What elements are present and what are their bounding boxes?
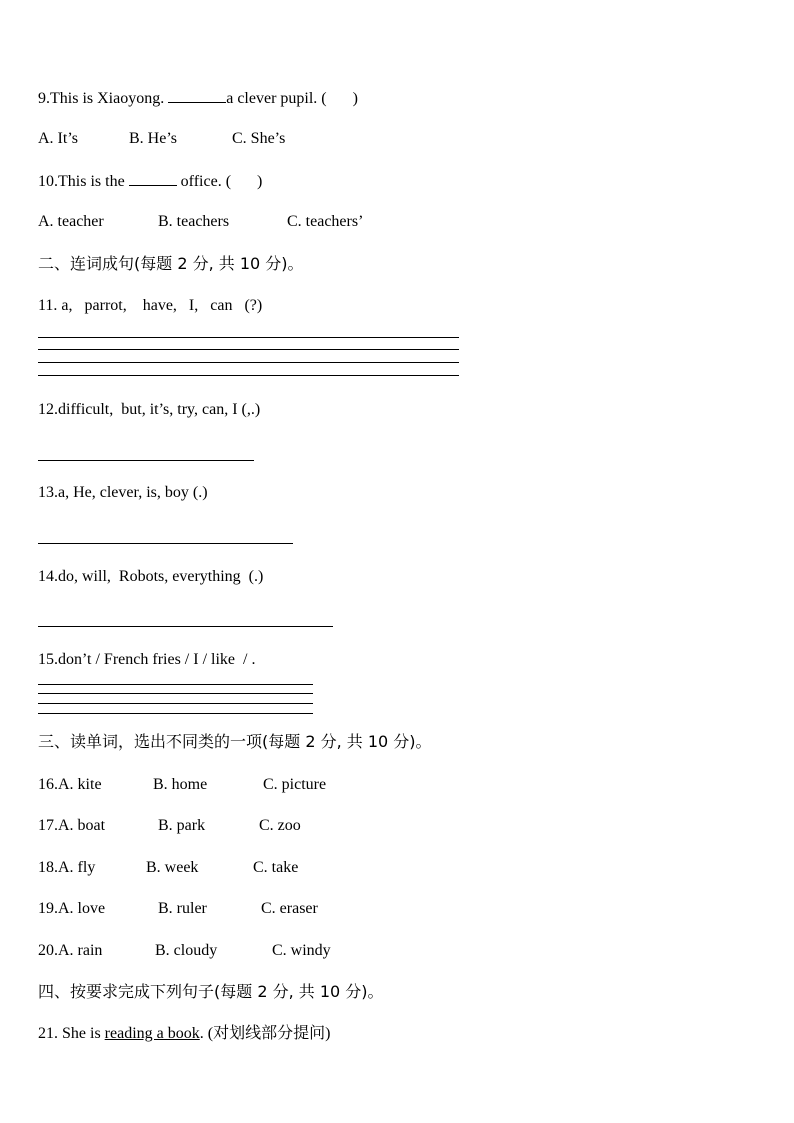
q20-option-a[interactable]: A. rain xyxy=(58,942,103,959)
q11-answer-line-4[interactable] xyxy=(38,375,459,376)
q19-option-b[interactable]: B. ruler xyxy=(158,900,207,917)
question-12: 12.difficult, but, it’s, try, can, I (,.) xyxy=(38,401,261,418)
q16-option-a[interactable]: A. kite xyxy=(58,776,102,793)
question-20 xyxy=(38,941,331,961)
q9-option-c[interactable]: C. She’s xyxy=(232,130,286,147)
q11-answer-line-2[interactable] xyxy=(38,349,459,350)
section-3-title: 三、读单词，选出不同类的一项(每题 2 分, 共 10 分)。 xyxy=(38,732,432,751)
q19-option-c[interactable]: C. eraser xyxy=(261,900,318,917)
q18-number: 18. xyxy=(38,859,58,876)
q18-option-a[interactable]: A. fly xyxy=(58,859,96,876)
q17-number: 17. xyxy=(38,817,58,834)
q11-answer-line-1[interactable] xyxy=(38,337,459,338)
q10-option-b[interactable]: B. teachers xyxy=(158,213,230,230)
q10-text-post: office. xyxy=(180,173,222,190)
q16-number: 16. xyxy=(38,776,58,793)
q11-answer-line-3[interactable] xyxy=(38,362,459,363)
q9-number: 9. xyxy=(38,90,50,107)
question-21 xyxy=(38,1024,330,1044)
question-15: 15.don’t / French fries / I / like / . xyxy=(38,651,256,668)
q20-option-c[interactable]: C. windy xyxy=(272,942,331,959)
q21-text-post: . (对划线部分提问) xyxy=(199,1025,331,1042)
question-18 xyxy=(38,858,298,878)
q10-paren-close: ) xyxy=(257,173,263,190)
section-2-title: 二、连词成句(每题 2 分, 共 10 分)。 xyxy=(38,254,304,273)
q19-option-a[interactable]: A. love xyxy=(58,900,106,917)
question-11: 11. a, parrot, have, I, can (?) xyxy=(38,297,263,314)
q9-paren-open: ( xyxy=(321,90,327,107)
q10-option-c[interactable]: C. teachers’ xyxy=(287,213,364,230)
question-13: 13.a, He, clever, is, boy (.) xyxy=(38,484,208,501)
question-16 xyxy=(38,775,326,795)
q9-option-b[interactable]: B. He’s xyxy=(129,130,177,147)
q10-paren-open: ( xyxy=(225,173,232,190)
q15-answer-line-3[interactable] xyxy=(38,703,313,704)
q16-option-b[interactable]: B. home xyxy=(153,776,208,793)
question-9 xyxy=(38,88,358,109)
q16-option-c[interactable]: C. picture xyxy=(263,776,327,793)
q20-number: 20. xyxy=(38,942,58,959)
q10-options xyxy=(38,212,363,232)
q9-text-pre: This is Xiaoyong. xyxy=(50,90,165,107)
q17-option-c[interactable]: C. zoo xyxy=(259,817,301,834)
q15-answer-line-4[interactable] xyxy=(38,713,313,714)
q21-text-pre: She is xyxy=(58,1025,105,1042)
q13-answer-line[interactable] xyxy=(38,543,293,544)
question-17 xyxy=(38,816,301,836)
question-19 xyxy=(38,899,318,919)
q9-option-a[interactable]: A. It’s xyxy=(38,130,78,147)
q10-blank[interactable] xyxy=(129,171,177,186)
q20-option-b[interactable]: B. cloudy xyxy=(155,942,218,959)
q21-number: 21. xyxy=(38,1025,58,1042)
q10-text-pre: This is the xyxy=(58,173,125,190)
q21-underlined-phrase: reading a book xyxy=(104,1025,200,1042)
q15-answer-line-1[interactable] xyxy=(38,684,313,685)
q12-answer-line[interactable] xyxy=(38,460,254,461)
q18-option-c[interactable]: C. take xyxy=(253,859,299,876)
q10-option-a[interactable]: A. teacher xyxy=(38,213,104,230)
q14-answer-line[interactable] xyxy=(38,626,333,627)
q9-text-post: a clever pupil. xyxy=(226,90,318,107)
q17-option-a[interactable]: A. boat xyxy=(58,817,106,834)
section-4-title: 四、按要求完成下列句子(每题 2 分, 共 10 分)。 xyxy=(38,982,384,1001)
q9-paren-close: ) xyxy=(352,90,358,107)
q18-option-b[interactable]: B. week xyxy=(146,859,199,876)
q10-number: 10. xyxy=(38,173,58,190)
q17-option-b[interactable]: B. park xyxy=(158,817,206,834)
q9-options xyxy=(38,129,285,149)
q19-number: 19. xyxy=(38,900,58,917)
q9-blank[interactable] xyxy=(168,88,226,103)
question-10 xyxy=(38,171,262,192)
question-14: 14.do, will, Robots, everything (.) xyxy=(38,568,264,585)
q15-answer-line-2[interactable] xyxy=(38,693,313,694)
